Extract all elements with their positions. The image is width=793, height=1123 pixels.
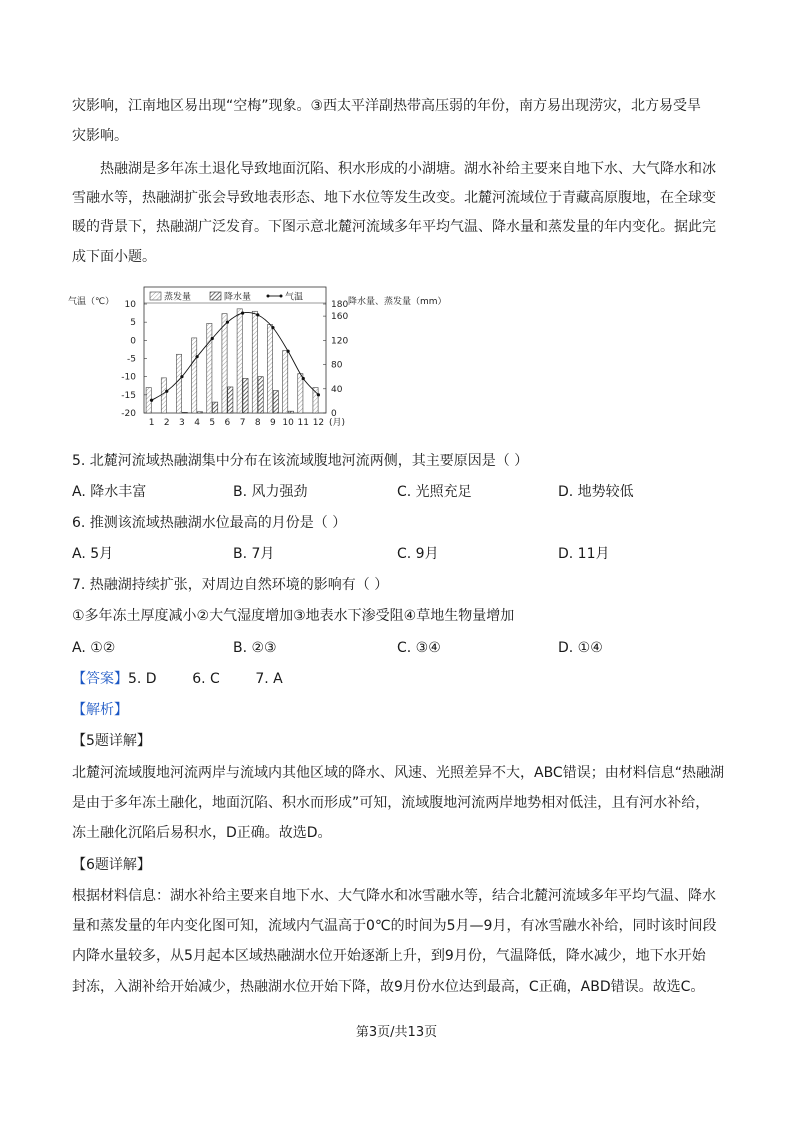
detail-5-title: 【5题详解】 [72, 733, 151, 749]
intro-line-4: 雪融水等，热融湖扩张会导致地表形态、地下水位等发生改变。北麓河流域位于青藏高原腹地，在全球变 [72, 190, 716, 206]
left-tick-label: 10 [124, 300, 136, 310]
precipitation-bar [197, 412, 202, 413]
q5-option-a[interactable]: A. 降水丰富 [72, 484, 147, 500]
x-tick-label: 10 [282, 418, 294, 428]
q6-option-a[interactable]: A. 5月 [72, 546, 114, 562]
temperature-point [317, 393, 320, 396]
evaporation-bar [267, 325, 272, 413]
question-7-statements: ①多年冻土厚度减小②大气湿度增加③地表水下渗受阻④草地生物量增加 [72, 608, 515, 624]
x-tick-label: 2 [163, 418, 170, 428]
q7-option-d[interactable]: D. ①④ [558, 640, 603, 656]
q5-option-c[interactable]: C. 光照充足 [397, 484, 472, 500]
detail-5-line-3: 冻土融化沉陷后易积水，D正确。故选D。 [72, 825, 332, 841]
q5-option-b[interactable]: B. 风力强劲 [233, 484, 308, 500]
page-footer: 第3页/共13页 [355, 1025, 438, 1040]
evaporation-bar [176, 354, 181, 413]
x-tick-label: 5 [209, 418, 216, 428]
right-axis-label: 降水量、蒸发量（mm） [348, 297, 447, 307]
temperature-point [302, 377, 305, 380]
x-tick-label: 1 [148, 418, 155, 428]
legend-precipitation-label: 降水量 [224, 292, 252, 303]
detail-6-line-3: 内降水量较多，从5月起本区域热融湖水位开始逐渐上升，到9月份，气温降低，降水减少，地下水开始 [72, 948, 706, 964]
precipitation-bar [213, 402, 218, 413]
left-tick-label: 0 [130, 336, 136, 347]
legend-temperature-label: 气温 [285, 292, 304, 303]
right-tick-label: 180 [331, 300, 349, 310]
legend-evaporation-label: 蒸发量 [164, 292, 192, 303]
x-tick-label: 8 [254, 418, 261, 428]
temperature-point [180, 375, 183, 378]
right-tick-label: 40 [331, 384, 343, 395]
temperature-point [211, 337, 214, 340]
intro-line-5: 暖的背景下，热融湖广泛发育。下图示意北麓河流域多年平均气温、降水量和蒸发量的年内变化。据此完 [72, 219, 716, 235]
temperature-point [195, 355, 198, 358]
question-7-stem: 7. 热融湖持续扩张，对周边自然环境的影响有（ ） [72, 577, 389, 593]
right-tick-label: 0 [331, 409, 337, 419]
left-tick-label: -10 [121, 372, 136, 383]
left-tick-label: -15 [121, 390, 136, 401]
intro-line-1: 灾影响，江南地区易出现“空梅”现象。③西太平洋副热带高压弱的年份，南方易出现涝灾，北方易受旱 [72, 98, 702, 114]
temperature-point [165, 390, 168, 393]
answer-values: 5. D 6. C 7. A [128, 671, 283, 687]
intro-line-2: 灾影响。 [72, 128, 128, 144]
climate-chart-svg [66, 284, 447, 434]
detail-5-line-1: 北麓河流域腹地河流两岸与流域内其他区域的降水、风速、光照差异不大，ABC错误；由材料信息“热融湖 [72, 765, 724, 781]
q7-option-c[interactable]: C. ③④ [397, 640, 441, 656]
precipitation-bar [228, 387, 233, 413]
precipitation-bar [288, 411, 293, 413]
temperature-point [256, 313, 259, 316]
evaporation-bar [161, 378, 166, 413]
detail-6-line-1: 根据材料信息：湖水补给主要来自地下水、大气降水和冰雪融水等，结合北麓河流域多年平均气温、降水 [72, 888, 716, 904]
left-tick-label: -20 [121, 409, 136, 419]
q7-option-b[interactable]: B. ②③ [233, 640, 277, 656]
question-6-stem: 6. 推测该流域热融湖水位最高的月份是（ ） [72, 515, 347, 531]
question-5-stem: 5. 北麓河流域热融湖集中分布在该流域腹地河流两侧，其主要原因是（ ） [72, 453, 529, 469]
x-axis-unit: (月) [329, 418, 346, 428]
left-axis-label: 气温（℃） [68, 297, 115, 307]
x-tick-label: 9 [270, 418, 276, 428]
evaporation-bar [237, 309, 242, 413]
detail-5-line-2: 是由于多年冻土融化，地面沉陷、积水而形成”可知，流域腹地河流两岸地势相对低洼，且有河水补给， [72, 795, 710, 811]
left-tick-label: 5 [130, 318, 136, 329]
q6-option-b[interactable]: B. 7月 [233, 546, 275, 562]
x-tick-label: 12 [312, 418, 325, 428]
precipitation-bar [273, 391, 278, 413]
q7-option-a[interactable]: A. ①② [72, 640, 116, 656]
right-tick-label: 160 [331, 312, 349, 323]
evaporation-bar [252, 311, 257, 413]
q5-option-d[interactable]: D. 地势较低 [558, 484, 634, 500]
evaporation-bar [192, 338, 197, 413]
precipitation-bar [243, 378, 248, 413]
detail-6-line-2: 量和蒸发量的年内变化图可知，流域内气温高于0℃的时间为5月—9月，有冰雪融水补给，同时该时间段 [72, 918, 717, 934]
temperature-point [286, 350, 289, 353]
chart-legend [150, 291, 303, 303]
chart-bars [146, 309, 318, 413]
intro-line-3: 热融湖是多年冻土退化导致地面沉陷、积水形成的小湖塘。湖水补给主要来自地下水、大气降水和冰 [100, 161, 716, 177]
evaporation-bar [222, 314, 227, 413]
evaporation-bar [283, 351, 288, 413]
evaporation-bar [207, 323, 212, 413]
legend-evaporation-swatch [150, 292, 161, 300]
intro-line-6: 成下面小题。 [72, 249, 156, 265]
legend-precipitation-swatch [210, 292, 221, 300]
q6-option-c[interactable]: C. 9月 [397, 546, 439, 562]
right-tick-label: 120 [331, 336, 349, 347]
x-tick-label: 3 [179, 418, 185, 428]
q6-option-d[interactable]: D. 11月 [558, 546, 610, 562]
climate-chart [66, 284, 447, 434]
x-tick-label: 11 [297, 418, 309, 428]
detail-6-line-4: 封冻，入湖补给开始减少，热融湖水位开始下降，故9月份水位达到最高，C正确，ABD错误。故选C。 [72, 979, 705, 995]
right-tick-label: 80 [331, 360, 343, 371]
precipitation-bar [258, 377, 263, 413]
temperature-point [226, 321, 229, 324]
x-tick-label: 7 [239, 418, 246, 428]
legend-temperature-dot [280, 295, 283, 298]
chart-temperature-line [150, 311, 320, 401]
precipitation-bar [182, 412, 187, 413]
x-tick-label: 6 [224, 418, 231, 428]
temperature-point [241, 311, 244, 314]
detail-6-title: 【6题详解】 [72, 857, 151, 873]
answer-tag: 【答案】 [72, 671, 128, 687]
analysis-tag: 【解析】 [72, 702, 128, 718]
x-tick-label: 4 [194, 418, 200, 428]
answer-line [72, 669, 283, 689]
temperature-point [150, 399, 153, 402]
left-tick-label: -5 [127, 354, 136, 365]
temperature-point [271, 326, 274, 329]
legend-temperature-dot [267, 295, 270, 298]
